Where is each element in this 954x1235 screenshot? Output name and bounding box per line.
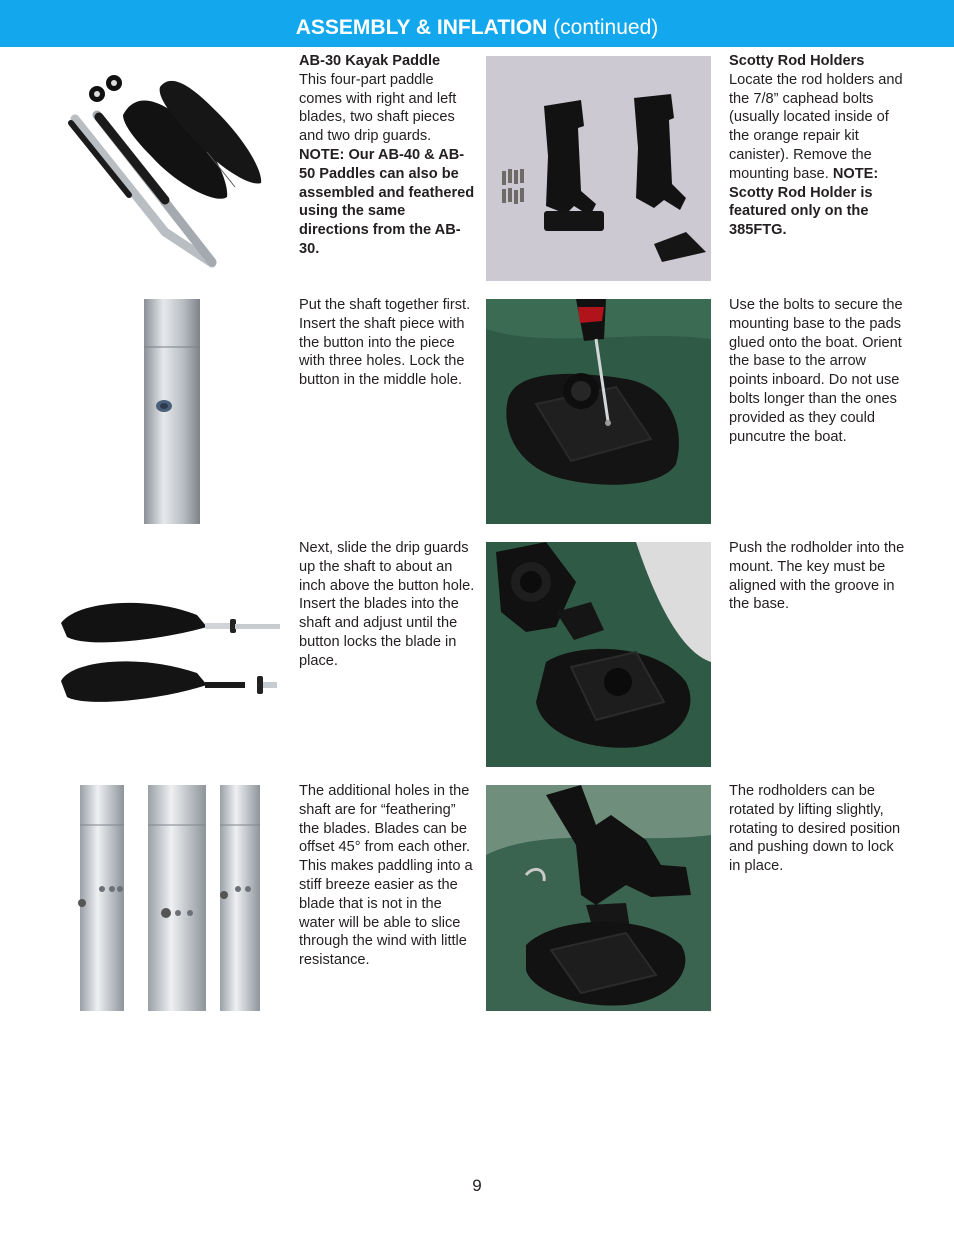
rodholder-mount-photo (486, 542, 711, 767)
page-title-bold: ASSEMBLY & INFLATION (295, 16, 548, 39)
rod-holder-intro-text (729, 52, 905, 240)
paddle-note: NOTE: Our AB-40 & AB-50 Paddles can also be assembled and feathered using the same directions from the AB-30. (299, 146, 475, 257)
rod-holder-intro-body: Locate the rod holders and the 7/8” caphead bolts (usually located inside of the orange repair kit canister). Remove the mounting base. (729, 71, 903, 182)
page-title-continued: (continued) (547, 16, 659, 39)
rod-holder-note: NOTE: Scotty Rod Holder is featured only on the 385FTG. (729, 165, 879, 239)
paddle-intro-body: This four-part paddle comes with right and left blades, two shaft pieces and two drip guards. (299, 71, 457, 145)
blades-shaft-photo (57, 593, 282, 711)
feathering-holes-photo (78, 785, 262, 1011)
drip-guards-text: Next, slide the drip guards up the shaft to about an inch above the button hole. Insert the blades into the shaft and adjust until the button locks the blade in place. (299, 540, 475, 669)
rotate-rodholder-photo (486, 785, 711, 1011)
paddle-parts-photo (57, 57, 282, 281)
paddle-intro-text (299, 52, 475, 259)
shaft-button-photo (144, 299, 200, 524)
mounting-base-text: Use the bolts to secure the mounting base to the pads glued onto the boat. Orient the base to the arrow points inboard. Do not use bolts longer than the ones provided as they could puncutre the boat. (729, 297, 903, 445)
page-number: 9 (472, 1176, 482, 1195)
rod-holder-heading: Scotty Rod Holders (729, 53, 865, 69)
rotate-rodholder-text: The rodholders can be rotated by lifting slightly, rotating to desired position and pushing down to lock in place. (729, 783, 901, 875)
push-rodholder-text: Push the rodholder into the mount. The key must be aligned with the groove in the base. (729, 540, 905, 613)
feathering-text: The additional holes in the shaft are for “feathering” the blades. Blades can be offset 45° from each other. This makes paddling into a stiff breeze easier as the blade that is not in the water will be able to slice through the wind with little resistance. (299, 783, 473, 969)
rod-holders-photo (486, 56, 711, 281)
paddle-heading: AB-30 Kayak Paddle (299, 53, 441, 69)
page-header (0, 0, 954, 47)
mounting-base-screw-photo (486, 299, 711, 524)
shaft-assembly-text: Put the shaft together first. Insert the shaft piece with the button into the piece with three holes. Lock the button in the middle hole. (299, 297, 471, 389)
page-title (0, 15, 954, 41)
